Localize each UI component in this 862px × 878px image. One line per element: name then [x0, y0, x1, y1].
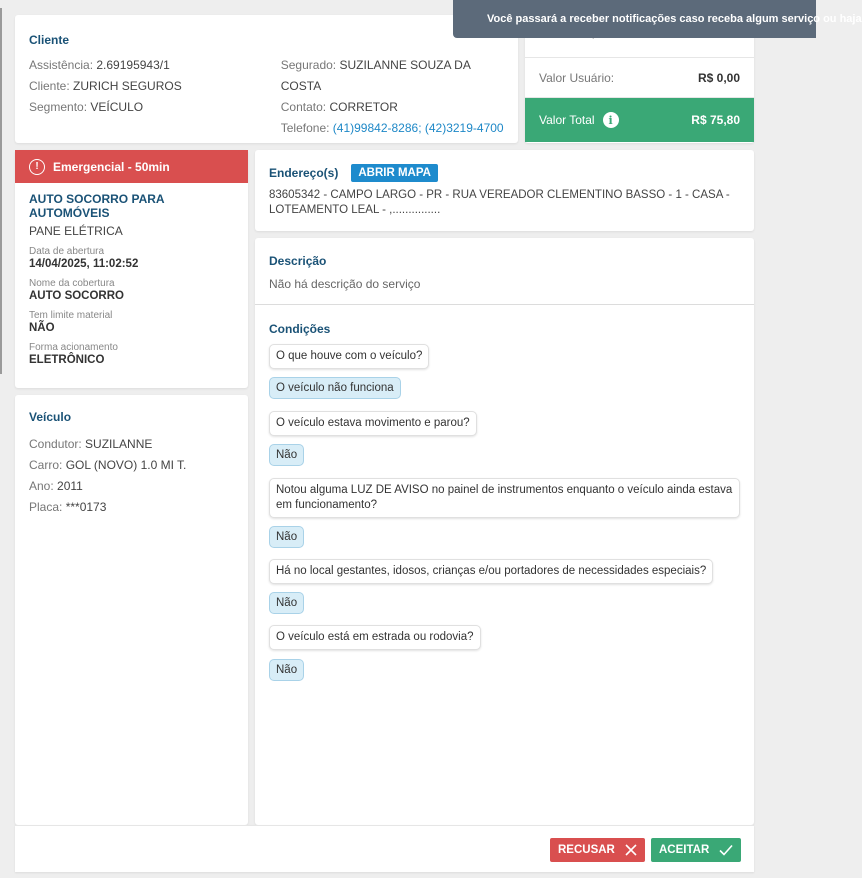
contato-label: Contato:	[280, 100, 327, 114]
ano-value: 2011	[57, 479, 83, 493]
placa-row	[29, 497, 234, 518]
service-subtitle: PANE ELÉTRICA	[29, 224, 123, 238]
abertura-label: Data de abertura	[29, 246, 105, 257]
telefone-link[interactable]: (41)99842-8286; (42)3219-4700	[332, 121, 504, 135]
contato-row	[281, 97, 504, 118]
emergency-badge	[15, 150, 248, 183]
client-card	[15, 15, 518, 143]
description-title: Descrição	[269, 254, 327, 268]
question-bubble: Notou alguma LUZ DE AVISO no painel de instrumentos enquanto o veículo ainda estava em funcionamento?	[269, 478, 740, 518]
vehicle-title: Veículo	[29, 410, 72, 424]
valor-total-label: Valor Total	[539, 113, 595, 127]
valor-usuario-label: Valor Usuário:	[539, 70, 615, 85]
assistencia-row	[29, 55, 281, 76]
answer-bubble: O veículo não funciona	[269, 377, 401, 399]
segmento-value: VEÍCULO	[90, 100, 144, 114]
condition-answer	[269, 444, 304, 466]
ano-label: Ano:	[29, 479, 54, 493]
address-card	[255, 150, 754, 231]
toast-text: Você passará a receber notificações caso receba algum serviço ou haja	[487, 13, 862, 25]
carro-row	[29, 455, 234, 476]
notification-toast[interactable]	[453, 0, 862, 38]
answer-bubble: Não	[269, 526, 304, 548]
segmento-label: Segmento:	[29, 100, 88, 114]
ano-row	[29, 476, 234, 497]
assistencia-value: 2.69195943/1	[96, 58, 170, 72]
accept-button[interactable]	[651, 838, 741, 862]
answer-bubble: Não	[269, 659, 304, 681]
valor-usuario-value: R$ 0,00	[697, 70, 740, 85]
placa-label: Placa:	[29, 500, 63, 514]
service-title: AUTO SOCORRO PARA AUTOMÓVEIS	[29, 192, 165, 220]
contato-value: CORRETOR	[329, 100, 398, 114]
close-icon	[625, 844, 637, 856]
address-text: 83605342 - CAMPO LARGO - PR - RUA VEREADOR CLEMENTINO BASSO - 1 - CASA - LOTEAMENTO LEAL - ,...............	[269, 189, 730, 216]
address-title: Endereço(s)	[269, 166, 339, 180]
cliente-row	[29, 76, 281, 97]
vehicle-card	[15, 395, 248, 825]
alert-icon: !	[29, 159, 45, 175]
info-icon[interactable]: i	[603, 112, 619, 128]
condition-answer	[269, 377, 401, 399]
question-bubble: Há no local gestantes, idosos, crianças e/ou portadores de necessidades especiais?	[269, 559, 713, 584]
cliente-value: ZURICH SEGUROS	[73, 79, 182, 93]
cobertura-value: AUTO SOCORRO	[29, 290, 124, 302]
telefone-row	[281, 118, 504, 139]
question-bubble: O veículo está em estrada ou rodovia?	[269, 625, 481, 650]
condition-question	[269, 559, 713, 584]
placa-value: ***0173	[65, 500, 107, 514]
abertura-value: 14/04/2025, 11:02:52	[29, 258, 139, 270]
segurado-label: Segurado:	[280, 58, 337, 72]
telefone-label: Telefone:	[280, 121, 330, 135]
question-bubble: O veículo estava movimento e parou?	[269, 411, 477, 436]
action-footer	[15, 825, 754, 872]
emergency-badge-label: Emergencial - 50min	[53, 159, 170, 174]
acionamento-value: ELETRÔNICO	[29, 354, 105, 366]
left-divider	[0, 8, 2, 374]
condition-question	[269, 411, 477, 436]
acionamento-label: Forma acionamento	[29, 342, 118, 353]
valor-total-row	[525, 98, 754, 142]
check-icon	[719, 844, 733, 856]
cliente-label: Cliente:	[29, 79, 70, 93]
condutor-row	[29, 434, 234, 455]
description-text: Não há descrição do serviço	[269, 277, 421, 291]
condutor-label: Condutor:	[29, 437, 82, 451]
condutor-value: SUZILANNE	[85, 437, 153, 451]
segurado-value: SUZILANNE SOUZA DA COSTA	[280, 58, 471, 93]
accept-label: ACEITAR	[659, 844, 710, 856]
cobertura-label: Nome da cobertura	[29, 278, 115, 289]
client-title: Cliente	[29, 33, 70, 47]
condition-question	[269, 625, 481, 650]
condition-question	[269, 478, 740, 518]
segurado-row	[281, 55, 504, 97]
conditions-title: Condições	[269, 322, 331, 336]
assistencia-label: Assistência:	[29, 58, 94, 72]
condition-answer	[269, 659, 304, 681]
condition-question	[269, 344, 429, 369]
limite-label: Tem limite material	[29, 310, 113, 321]
valor-total-value: R$ 75,80	[691, 113, 740, 127]
limite-value: NÃO	[29, 322, 55, 334]
condition-answer	[269, 592, 304, 614]
open-map-button[interactable]: ABRIR MAPA	[351, 164, 438, 182]
valor-usuario-row	[525, 58, 754, 98]
description-card	[255, 238, 754, 825]
question-bubble: O que houve com o veículo?	[269, 344, 429, 369]
carro-value: GOL (NOVO) 1.0 MI T.	[65, 458, 187, 472]
carro-label: Carro:	[29, 458, 63, 472]
refuse-label: RECUSAR	[558, 844, 615, 856]
answer-bubble: Não	[269, 592, 304, 614]
refuse-button[interactable]	[550, 838, 645, 862]
service-card	[15, 150, 248, 388]
segmento-row	[29, 97, 281, 118]
answer-bubble: Não	[269, 444, 304, 466]
condition-answer	[269, 526, 304, 548]
